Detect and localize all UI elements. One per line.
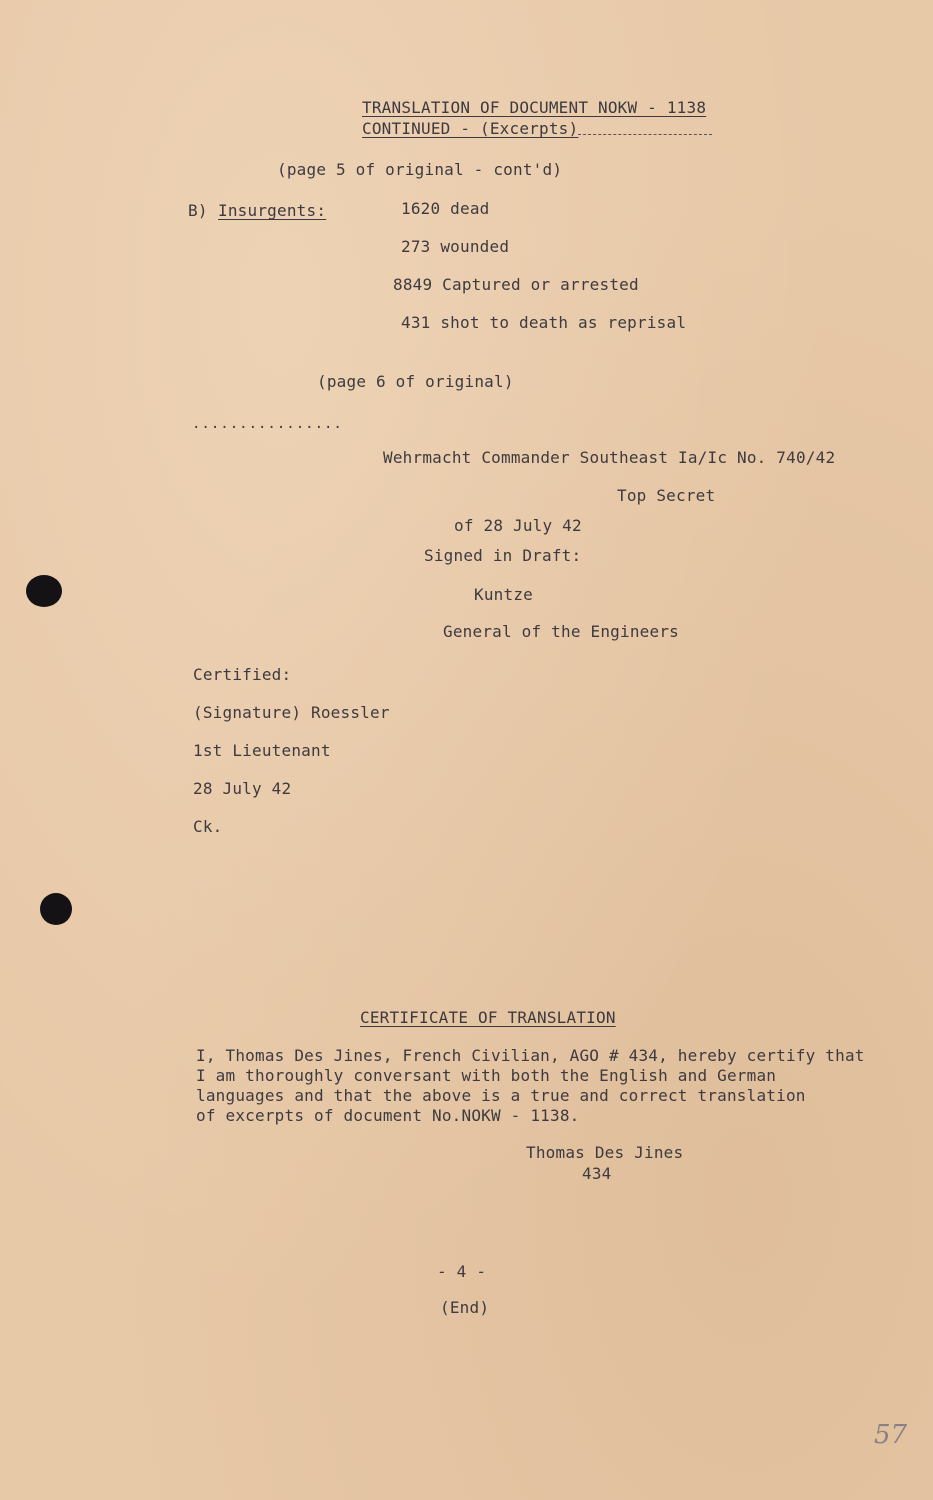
order-date: of 28 July 42 [454,516,582,535]
certificate-line-4: of excerpts of document No.NOKW - 1138. [196,1106,580,1125]
insurgents-label: Insurgents: [218,201,327,220]
insurgents-item-dead: 1620 dead [401,199,490,218]
certified-signature: (Signature) Roessler [193,703,390,722]
corner-handwritten-mark: 57 [874,1420,908,1450]
separator-dots: ................ [192,416,343,432]
certificate-line-1: I, Thomas Des Jines, French Civilian, AGO # 434, hereby certify that [196,1046,865,1065]
certified-label: Certified: [193,665,292,684]
page5-note: (page 5 of original - cont'd) [277,160,563,179]
insurgents-prefix: B) [188,201,208,220]
insurgents-item-shot: 431 shot to death as reprisal [401,313,687,332]
certified-date: 28 July 42 [193,779,292,798]
page-number: - 4 - [437,1262,487,1281]
header-title: TRANSLATION OF DOCUMENT NOKW - 1138 [362,98,707,117]
certificate-signer-number: 434 [582,1164,612,1183]
insurgents-item-wounded: 273 wounded [401,237,510,256]
punch-hole-top [26,575,62,607]
order-reference: Wehrmacht Commander Southeast Ia/Ic No. 740/42 [383,448,836,467]
certificate-line-3: languages and that the above is a true and correct translation [196,1086,806,1105]
header-subtitle: CONTINUED - (Excerpts) [362,119,579,138]
certified-initials: Ck. [193,817,223,836]
order-classification: Top Secret [617,486,716,505]
order-title: General of the Engineers [443,622,679,641]
end-marker: (End) [440,1298,490,1317]
certificate-heading: CERTIFICATE OF TRANSLATION [360,1008,616,1027]
order-signed: Signed in Draft: [424,546,582,565]
certificate-line-2: I am thoroughly conversant with both the English and German [196,1066,777,1085]
certified-rank: 1st Lieutenant [193,741,331,760]
page6-note: (page 6 of original) [317,372,514,391]
order-signer: Kuntze [474,585,533,604]
certificate-signer-name: Thomas Des Jines [526,1143,684,1162]
punch-hole-bottom [40,893,72,925]
header-dash-line [578,134,712,135]
insurgents-item-captured: 8849 Captured or arrested [393,275,639,294]
